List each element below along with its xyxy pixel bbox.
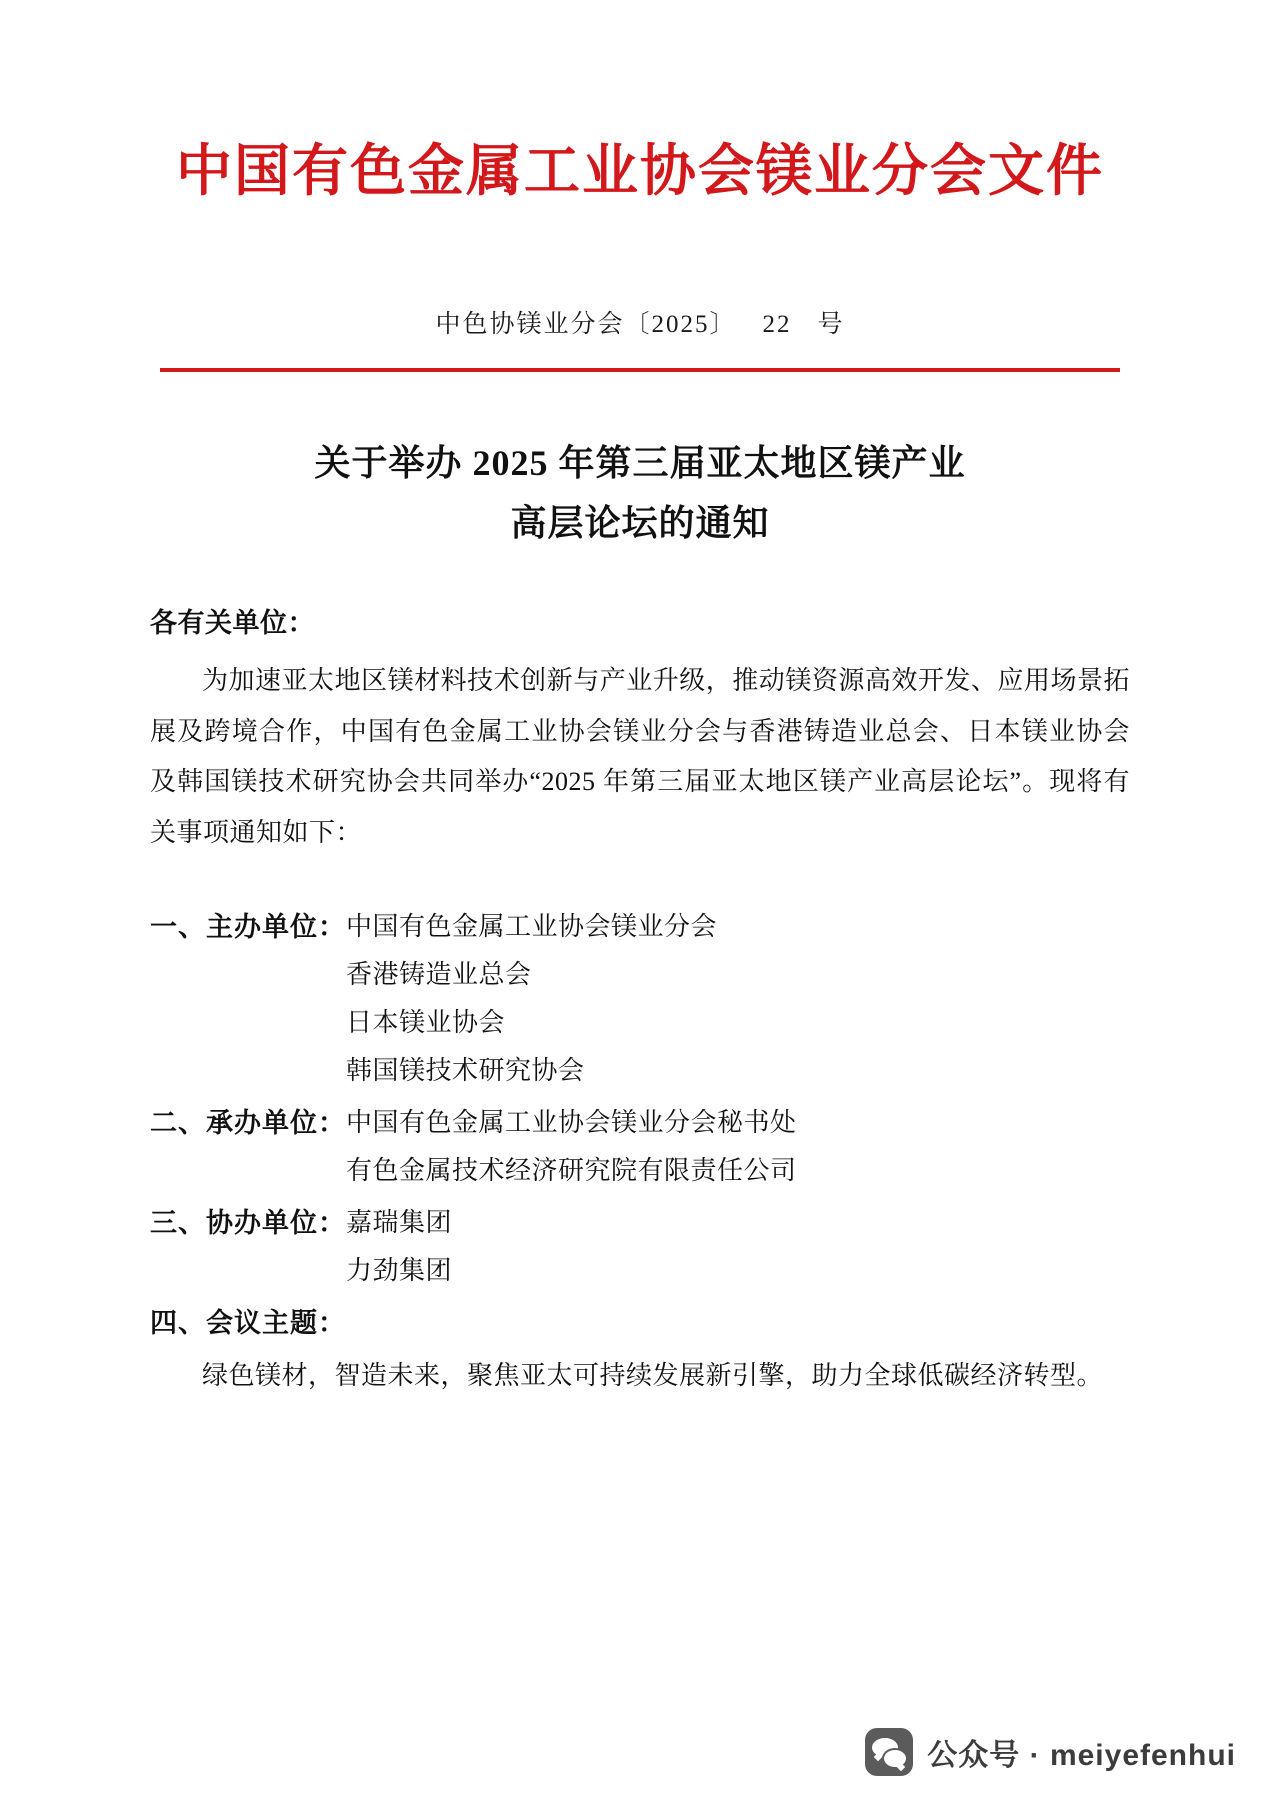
section-item-value: 中国有色金属工业协会镁业分会秘书处 [346, 1107, 797, 1137]
footer-watermark [865, 1728, 1236, 1776]
page-title-line-2: 高层论坛的通知 [510, 502, 770, 543]
section-label: 四、会议主题： [150, 1308, 346, 1339]
red-divider-rule [160, 368, 1120, 372]
document-number [0, 304, 1280, 340]
section-item [150, 1299, 1130, 1402]
section-label: 一、主办单位： [150, 911, 346, 942]
section-item-value: 嘉瑞集团 [346, 1208, 453, 1238]
section-item-value: 韩国镁技术研究协会 [346, 1055, 585, 1085]
document-header-title: 中国有色金属工业协会镁业分会文件 [176, 141, 1104, 203]
page-title [220, 434, 1060, 553]
intro-paragraph: 为加速亚太地区镁材料技术创新与产业升级，推动镁资源高效开发、应用场景拓展及跨境合作，中国有色金属工业协会镁业分会与香港铸造业总会、日本镁业协会及韩国镁技术研究协会共同举办“2025 年第三届亚太地区镁产业高层论坛”。现将有关事项通知如下： [150, 665, 1130, 847]
section-item-value: 香港铸造业总会 [346, 959, 532, 989]
section-item-value: 中国有色金属工业协会镁业分会 [346, 911, 718, 941]
section-items [346, 1199, 452, 1295]
section-items [346, 903, 717, 1095]
document-header [0, 0, 1280, 204]
wechat-icon [865, 1728, 913, 1776]
document-number-value: 22 [762, 311, 792, 339]
document-number-suffix: 号 [817, 311, 845, 339]
page-title-line-1: 关于举办 2025 年第三届亚太地区镁产业 [314, 443, 966, 484]
footer-watermark-text: 公众号 · meiyefenhui [927, 1739, 1236, 1772]
section-paragraph: 绿色镁材，智造未来，聚焦亚太可持续发展新引擎，助力全球低碳经济转型。 [202, 1361, 1104, 1391]
document-number-prefix: 中色协镁业分会〔2025〕 [435, 311, 737, 339]
section-item [150, 1099, 1130, 1195]
section-item-value: 有色金属技术经济研究院有限责任公司 [346, 1156, 797, 1186]
section-label: 二、承办单位： [150, 1107, 346, 1138]
salutation: 各有关单位： [150, 608, 315, 639]
section-item [150, 1199, 1130, 1295]
document-body [150, 597, 1130, 1402]
sections-list [150, 903, 1130, 1402]
section-items [346, 1099, 797, 1195]
section-item-value: 力劲集团 [346, 1256, 453, 1286]
section-item-value: 日本镁业协会 [346, 1007, 506, 1037]
section-label: 三、协办单位： [150, 1208, 346, 1239]
section-item [150, 903, 1130, 1095]
